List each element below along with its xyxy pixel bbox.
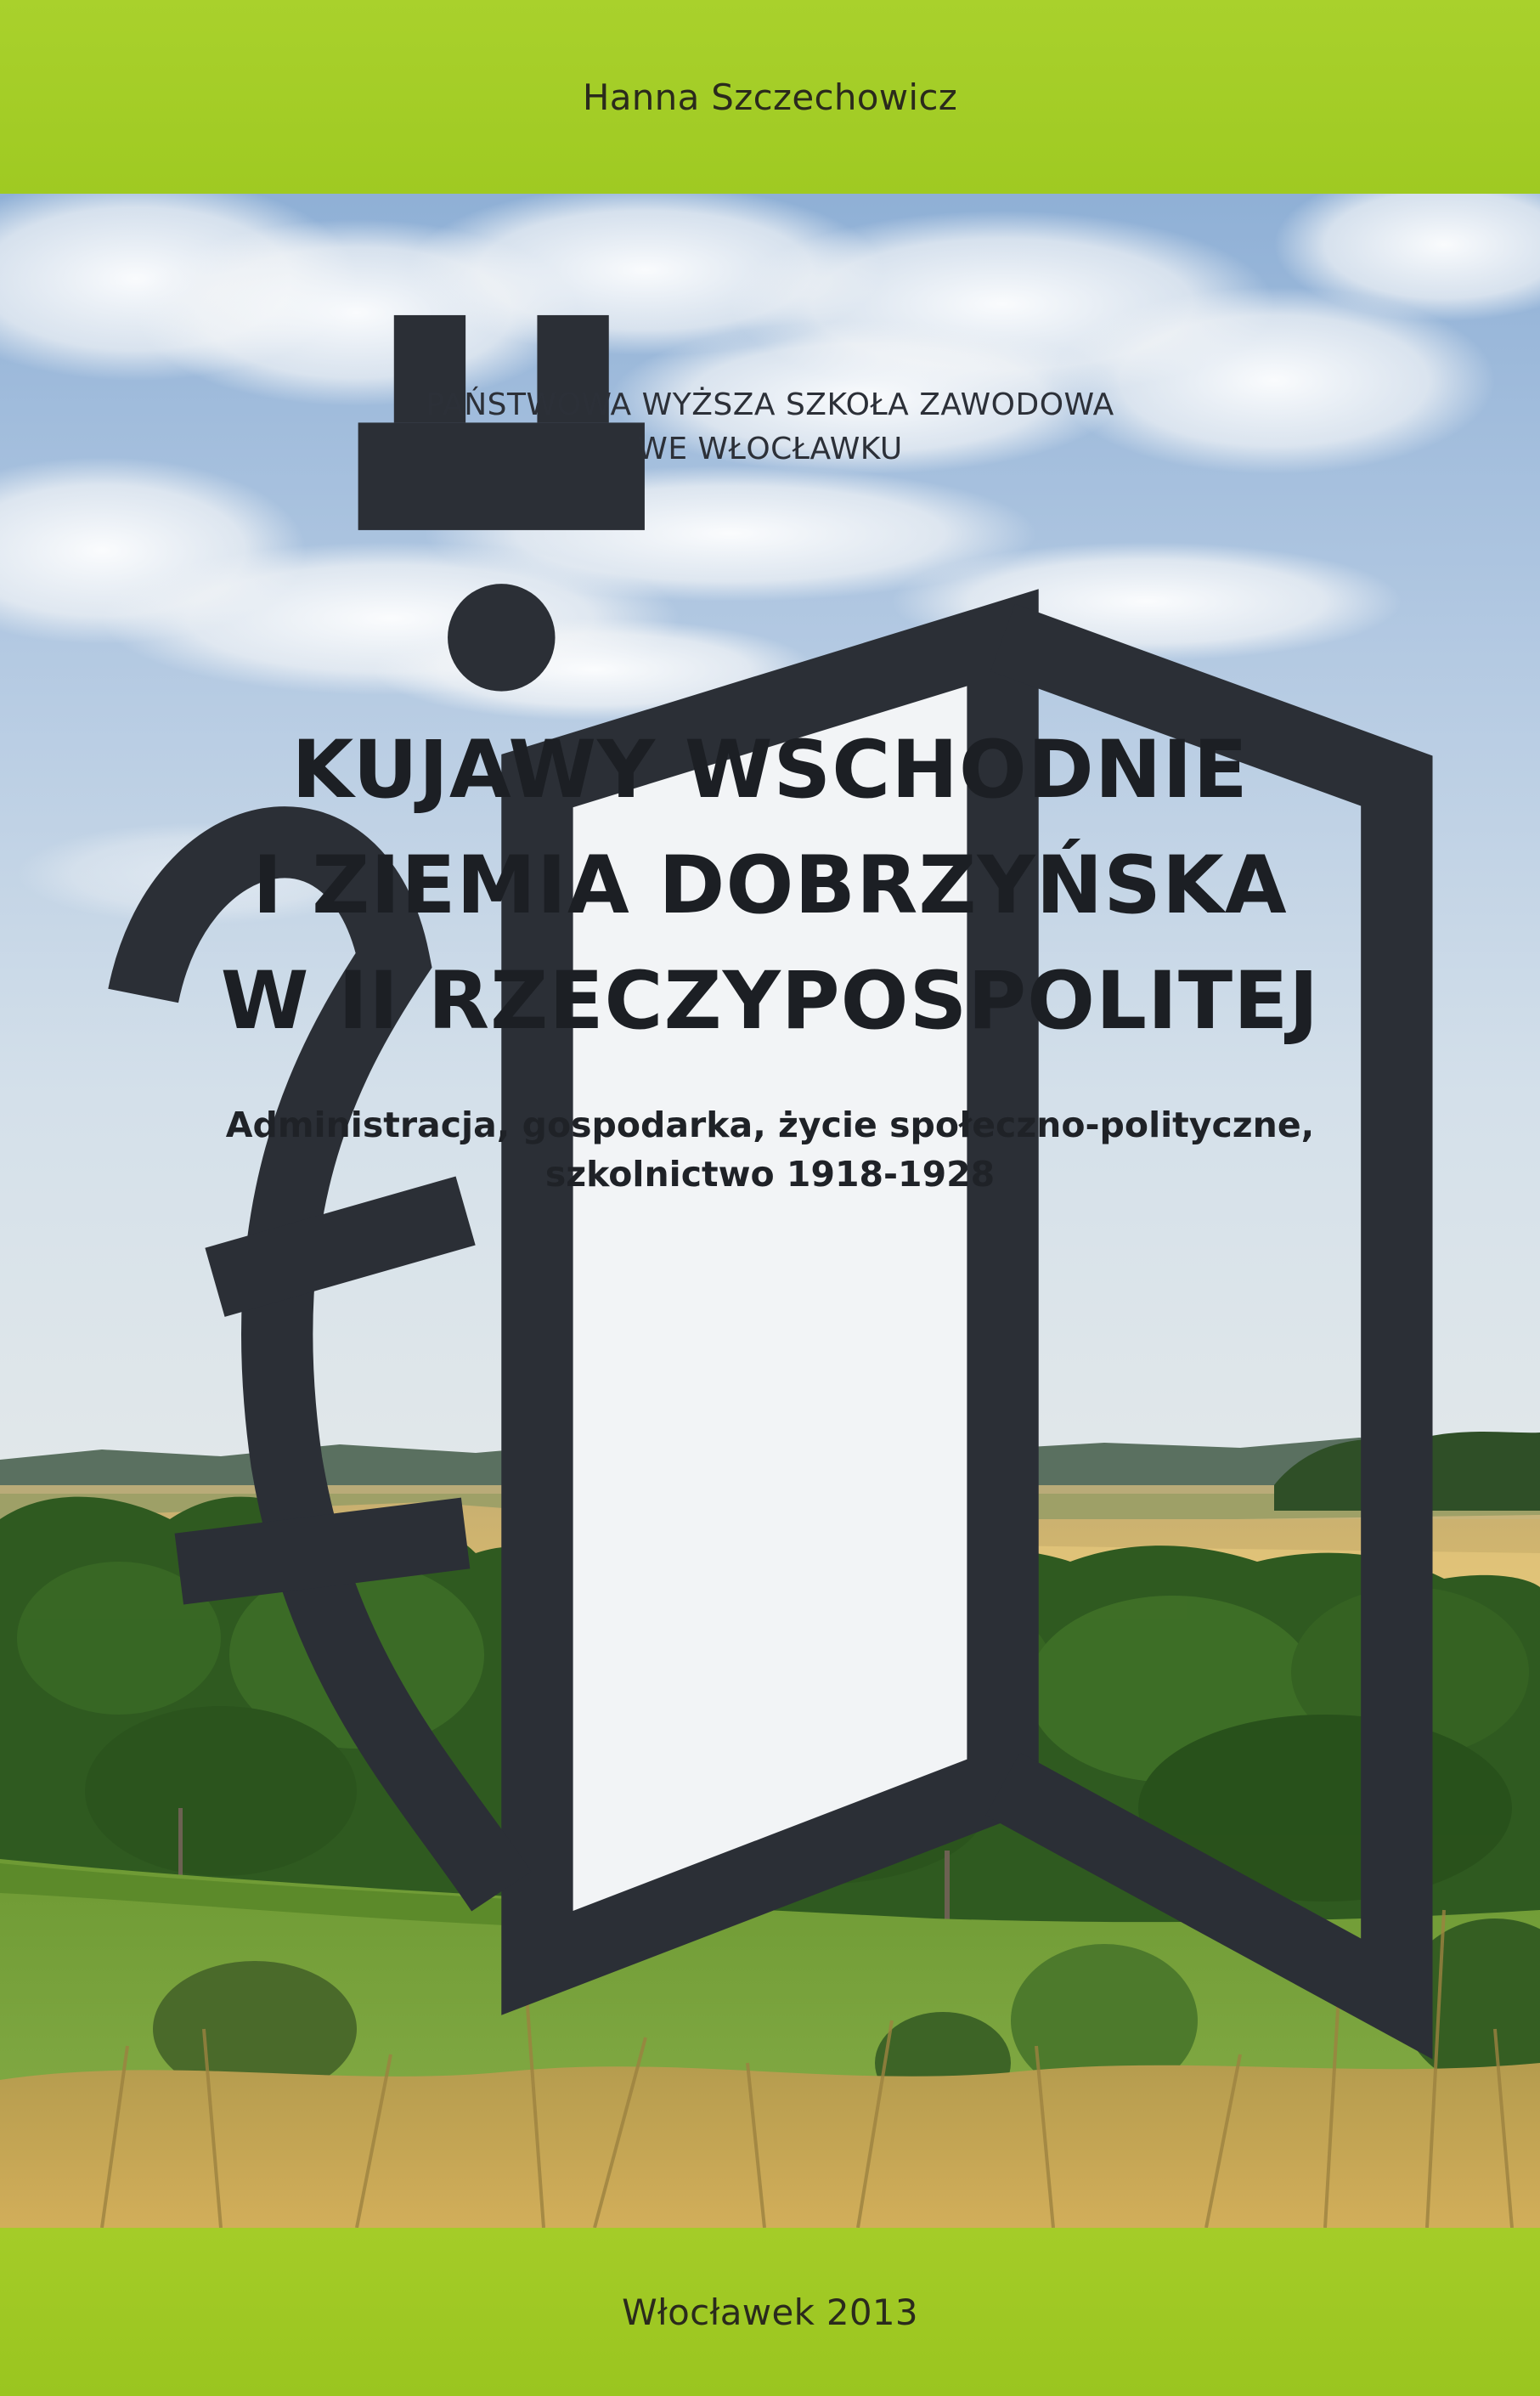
institution-city: WE WŁOCŁAWKU (637, 432, 903, 466)
imprint-place-year: Włocławek 2013 (622, 2291, 918, 2333)
author-name: Hanna Szczechowicz (582, 76, 958, 118)
book-subtitle-line-2: szkolnictwo 1918-1928 (544, 1154, 996, 1195)
author-band (0, 0, 1540, 194)
university-emblem-icon (0, 194, 1540, 2228)
book-title-line-3: W II RZECZYPOSPOLITEJ (220, 955, 1320, 1048)
book-title-line-2: I ZIEMIA DOBRZYŃSKA (252, 839, 1288, 932)
book-title-line-1: KUJAWY WSCHODNIE (291, 724, 1249, 817)
landscape-photo (0, 194, 1540, 2228)
imprint-band (0, 2228, 1540, 2396)
institution-name: PAŃSTWOWA WYŻSZA SZKOŁA ZAWODOWA (426, 387, 1114, 422)
book-subtitle-line-1: Administracja, gospodarka, życie społeczno-polityczne, (225, 1105, 1315, 1145)
